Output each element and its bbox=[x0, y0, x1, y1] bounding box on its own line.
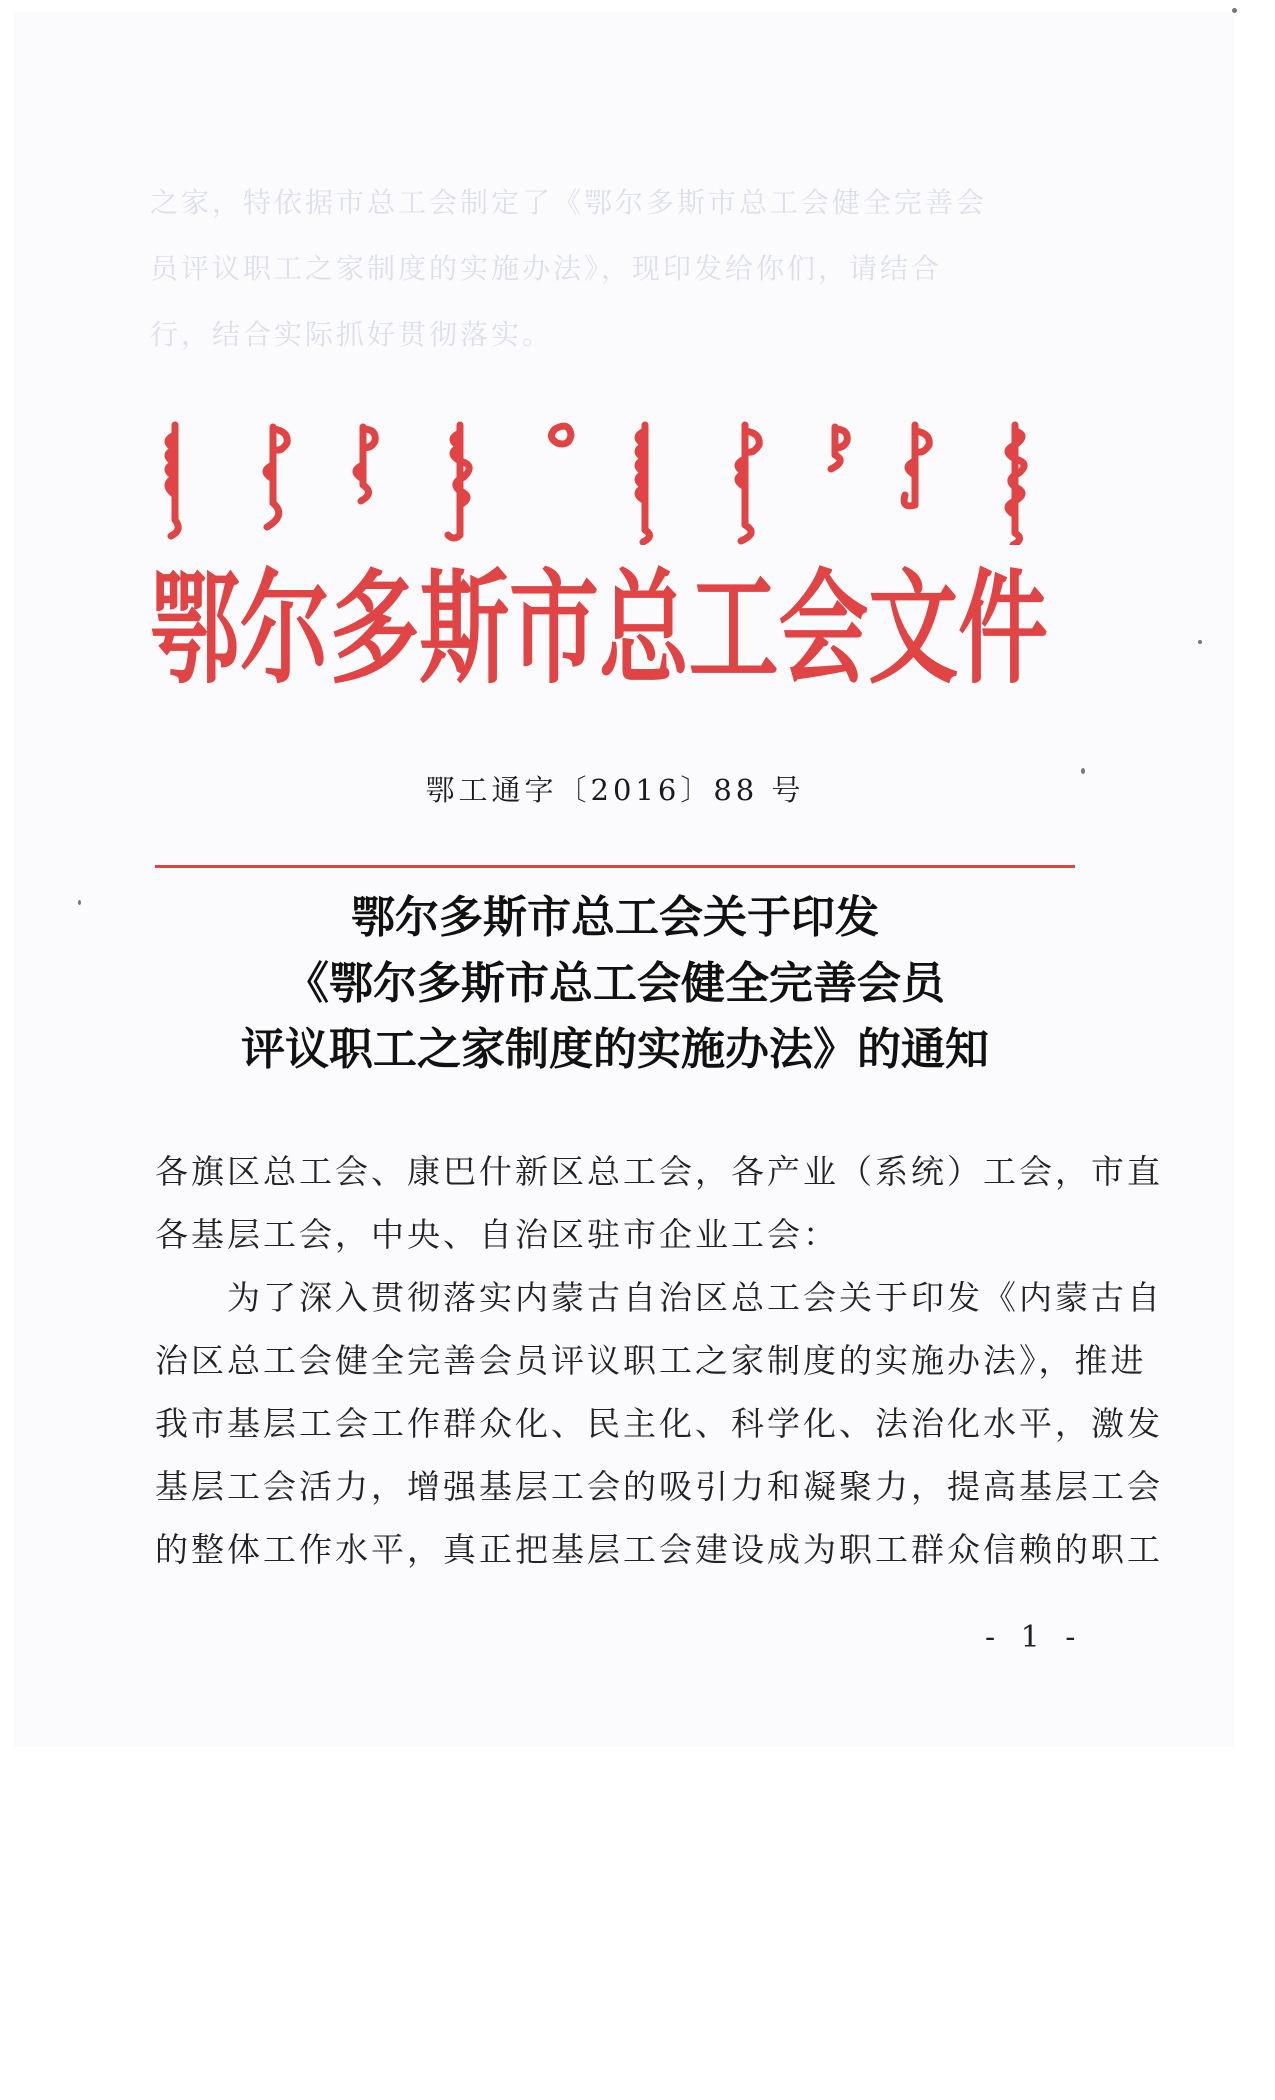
masthead-char: 会 bbox=[778, 558, 869, 701]
body-line: 各旗区总工会、康巴什新区总工会，各产业（系统）工会，市直 bbox=[155, 1152, 1163, 1191]
scan-speck bbox=[1081, 768, 1085, 774]
scan-speck bbox=[1232, 8, 1237, 13]
bleed-line: 之家，特依据市总工会制定了《鄂尔多斯市总工会健全完善会 bbox=[150, 186, 988, 219]
notice-body bbox=[155, 1140, 1163, 1581]
document-number: 鄂工通字〔2016〕88 号 bbox=[425, 773, 805, 807]
body-line: 各基层工会，中央、自治区驻市企业工会： bbox=[155, 1215, 839, 1254]
red-divider-line bbox=[155, 865, 1075, 868]
notice-title bbox=[0, 885, 1230, 1083]
body-line: 为了深入贯彻落实内蒙古自治区总工会关于印发《内蒙古自 bbox=[155, 1278, 1163, 1317]
page-number: - 1 - bbox=[985, 1620, 1084, 1655]
red-masthead-title bbox=[150, 558, 1048, 701]
body-line: 基层工会活力，增强基层工会的吸引力和凝聚力，提高基层工会 bbox=[155, 1467, 1163, 1506]
body-line: 治区总工会健全完善会员评议职工之家制度的实施办法》，推进 bbox=[155, 1341, 1147, 1380]
masthead-char: 尔 bbox=[239, 558, 330, 701]
masthead-char: 斯 bbox=[419, 558, 510, 701]
scan-speck bbox=[78, 900, 81, 905]
masthead-char: 多 bbox=[329, 558, 420, 701]
masthead-char: 总 bbox=[598, 558, 689, 701]
bleed-line: 行，结合实际抓好贯彻落实。 bbox=[150, 318, 554, 351]
title-line: 《鄂尔多斯市总工会健全完善会员 bbox=[285, 958, 945, 1009]
mongolian-script-header bbox=[155, 415, 1075, 545]
title-line: 评议职工之家制度的实施办法》的通知 bbox=[241, 1024, 989, 1075]
bleed-line: 员评议职工之家制度的实施办法》，现印发给你们，请结合 bbox=[150, 252, 943, 285]
masthead-char: 件 bbox=[958, 558, 1048, 701]
body-line: 我市基层工会工作群众化、民主化、科学化、法治化水平，激发 bbox=[155, 1404, 1163, 1443]
title-line: 鄂尔多斯市总工会关于印发 bbox=[351, 892, 879, 943]
masthead-char: 工 bbox=[688, 558, 779, 701]
masthead-char: 文 bbox=[868, 558, 959, 701]
masthead-char: 市 bbox=[509, 558, 599, 701]
masthead-char: 鄂 bbox=[150, 558, 240, 701]
scan-speck bbox=[1198, 640, 1202, 644]
body-line: 的整体工作水平，真正把基层工会建设成为职工群众信赖的职工 bbox=[155, 1530, 1163, 1569]
bleed-through-text bbox=[150, 170, 1090, 368]
